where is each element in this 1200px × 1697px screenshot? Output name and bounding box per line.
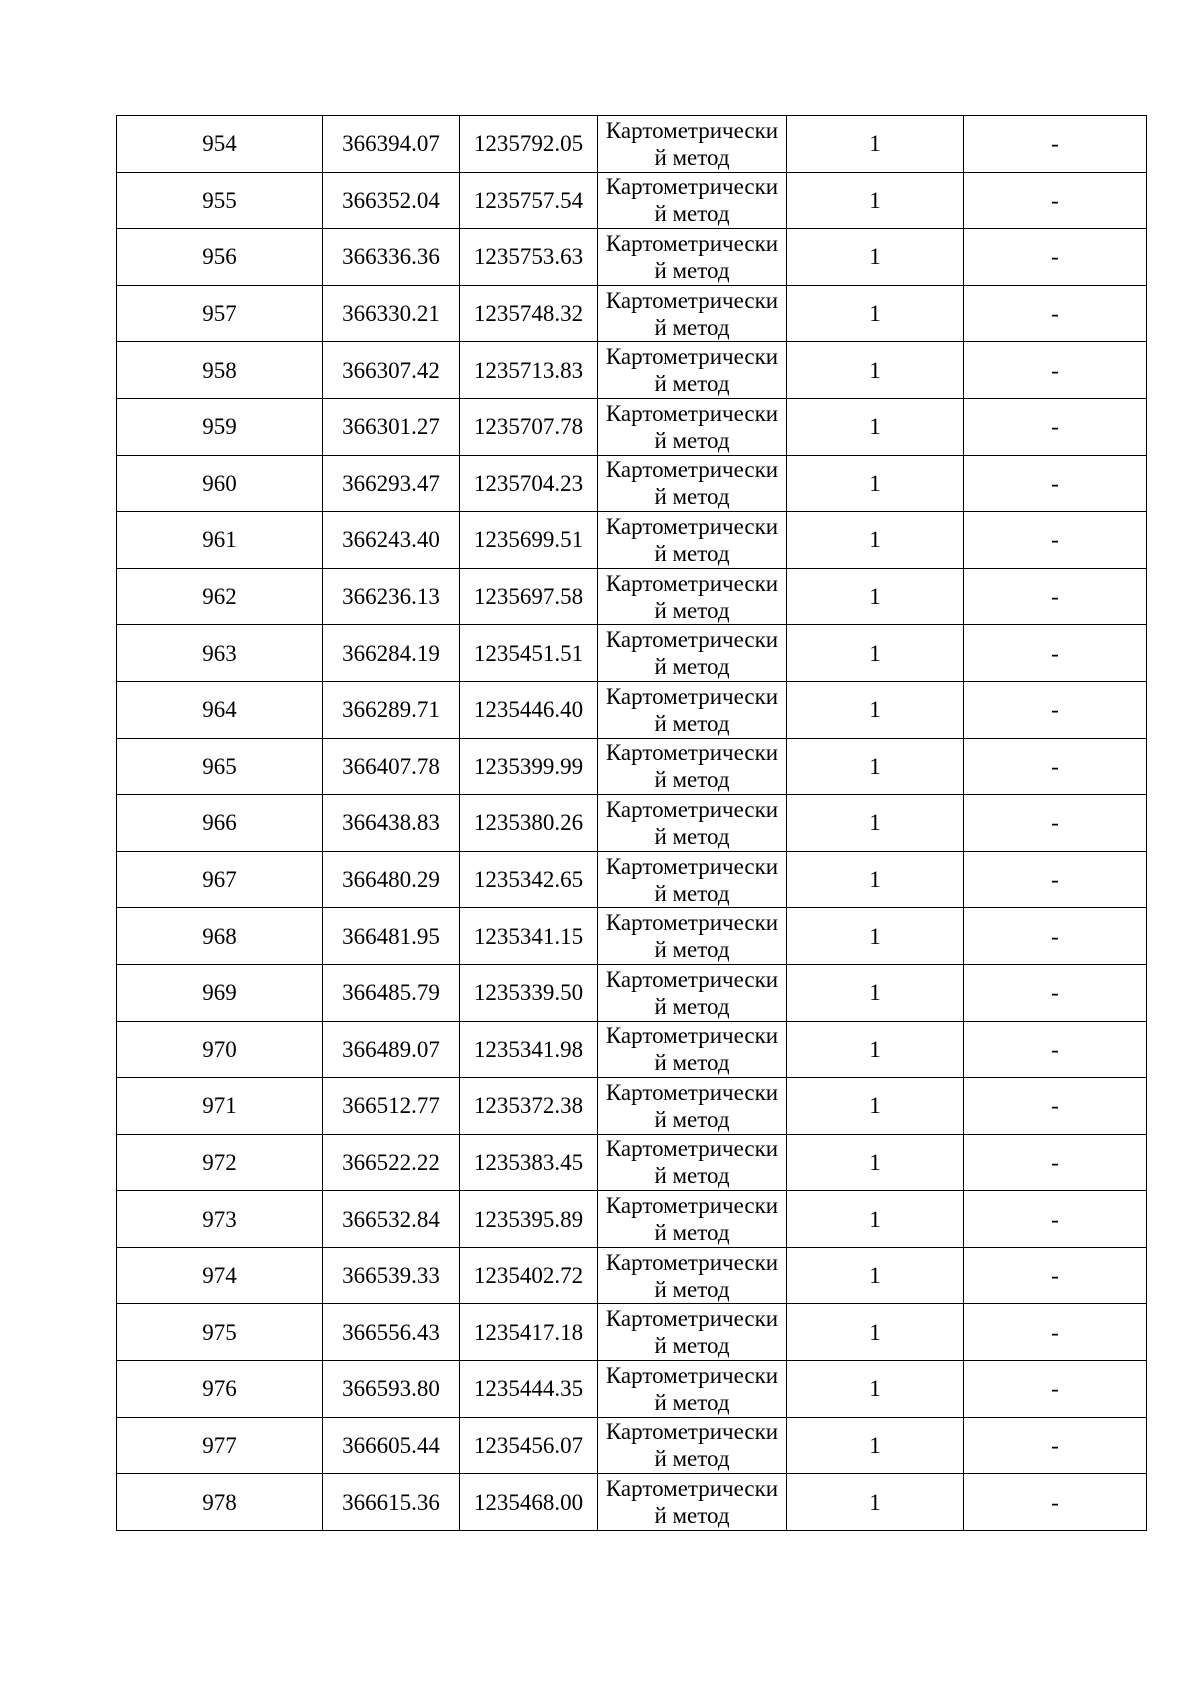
table-row — [117, 229, 1147, 286]
point-number-cell: 955 — [117, 172, 323, 229]
method-text-line-2: й метод — [654, 1446, 730, 1472]
y-coordinate-cell: 1235699.51 — [460, 512, 598, 569]
point-number-cell: 973 — [117, 1191, 323, 1248]
coordinates-table — [116, 115, 1147, 1531]
point-number-cell: 978 — [117, 1474, 323, 1531]
method-cell — [598, 455, 787, 512]
x-coordinate-cell: 366489.07 — [323, 1021, 460, 1078]
method-cell — [598, 1304, 787, 1361]
y-coordinate-cell: 1235713.83 — [460, 342, 598, 399]
x-coordinate-cell: 366293.47 — [323, 455, 460, 512]
table-row — [117, 342, 1147, 399]
point-number-cell: 956 — [117, 229, 323, 286]
method-text-line-2: й метод — [654, 993, 730, 1019]
point-number-cell: 959 — [117, 398, 323, 455]
note-cell: - — [964, 1191, 1147, 1248]
coordinates-table-body — [117, 116, 1147, 1531]
table-row — [117, 964, 1147, 1021]
note-cell: - — [964, 1474, 1147, 1531]
method-text-line-1: Картометрически — [605, 853, 779, 879]
note-cell: - — [964, 908, 1147, 965]
y-coordinate-cell: 1235339.50 — [460, 964, 598, 1021]
method-text-line-2: й метод — [654, 654, 730, 680]
method-text-line-1: Картометрически — [605, 1193, 779, 1219]
x-coordinate-cell: 366481.95 — [323, 908, 460, 965]
method-text-line-2: й метод — [654, 1276, 730, 1302]
y-coordinate-cell: 1235417.18 — [460, 1304, 598, 1361]
note-cell: - — [964, 1021, 1147, 1078]
note-cell: - — [964, 342, 1147, 399]
x-coordinate-cell: 366301.27 — [323, 398, 460, 455]
method-cell — [598, 1021, 787, 1078]
table-row — [117, 1021, 1147, 1078]
accuracy-cell: 1 — [787, 398, 964, 455]
method-text-line-1: Картометрически — [605, 174, 779, 200]
x-coordinate-cell: 366532.84 — [323, 1191, 460, 1248]
point-number-cell: 972 — [117, 1134, 323, 1191]
accuracy-cell: 1 — [787, 116, 964, 173]
accuracy-cell: 1 — [787, 1247, 964, 1304]
table-row — [117, 1361, 1147, 1418]
x-coordinate-cell: 366556.43 — [323, 1304, 460, 1361]
method-text-line-1: Картометрически — [605, 627, 779, 653]
point-number-cell: 976 — [117, 1361, 323, 1418]
point-number-cell: 974 — [117, 1247, 323, 1304]
x-coordinate-cell: 366236.13 — [323, 568, 460, 625]
method-text-line-1: Картометрически — [605, 1136, 779, 1162]
table-row — [117, 1134, 1147, 1191]
method-text-line-1: Картометрически — [605, 287, 779, 313]
x-coordinate-cell: 366352.04 — [323, 172, 460, 229]
accuracy-cell: 1 — [787, 795, 964, 852]
table-row — [117, 908, 1147, 965]
y-coordinate-cell: 1235757.54 — [460, 172, 598, 229]
method-cell — [598, 116, 787, 173]
table-row — [117, 285, 1147, 342]
accuracy-cell: 1 — [787, 1304, 964, 1361]
x-coordinate-cell: 366512.77 — [323, 1078, 460, 1135]
method-text-line-1: Картометрически — [605, 1476, 779, 1502]
table-row — [117, 625, 1147, 682]
method-text-line-1: Картометрически — [605, 570, 779, 596]
method-cell — [598, 1134, 787, 1191]
accuracy-cell: 1 — [787, 1078, 964, 1135]
y-coordinate-cell: 1235395.89 — [460, 1191, 598, 1248]
accuracy-cell: 1 — [787, 229, 964, 286]
method-cell — [598, 1078, 787, 1135]
table-row — [117, 455, 1147, 512]
method-text-line-2: й метод — [654, 710, 730, 736]
method-text-line-1: Картометрически — [605, 966, 779, 992]
method-cell — [598, 1191, 787, 1248]
note-cell: - — [964, 512, 1147, 569]
note-cell: - — [964, 1247, 1147, 1304]
y-coordinate-cell: 1235341.15 — [460, 908, 598, 965]
method-text-line-1: Картометрически — [605, 1249, 779, 1275]
accuracy-cell: 1 — [787, 738, 964, 795]
x-coordinate-cell: 366438.83 — [323, 795, 460, 852]
method-text-line-1: Картометрически — [605, 740, 779, 766]
method-text-line-1: Картометрически — [605, 1362, 779, 1388]
accuracy-cell: 1 — [787, 1134, 964, 1191]
point-number-cell: 954 — [117, 116, 323, 173]
method-cell — [598, 1474, 787, 1531]
y-coordinate-cell: 1235697.58 — [460, 568, 598, 625]
method-text-line-2: й метод — [654, 484, 730, 510]
table-row — [117, 1304, 1147, 1361]
note-cell: - — [964, 795, 1147, 852]
x-coordinate-cell: 366394.07 — [323, 116, 460, 173]
method-cell — [598, 1247, 787, 1304]
accuracy-cell: 1 — [787, 455, 964, 512]
method-text-line-1: Картометрически — [605, 796, 779, 822]
y-coordinate-cell: 1235342.65 — [460, 851, 598, 908]
method-text-line-2: й метод — [654, 880, 730, 906]
method-cell — [598, 342, 787, 399]
x-coordinate-cell: 366307.42 — [323, 342, 460, 399]
note-cell: - — [964, 1361, 1147, 1418]
point-number-cell: 964 — [117, 681, 323, 738]
method-text-line-1: Картометрически — [605, 230, 779, 256]
method-cell — [598, 285, 787, 342]
accuracy-cell: 1 — [787, 908, 964, 965]
method-cell — [598, 1417, 787, 1474]
method-cell — [598, 795, 787, 852]
accuracy-cell: 1 — [787, 1191, 964, 1248]
method-text-line-1: Картометрически — [605, 683, 779, 709]
method-text-line-2: й метод — [654, 540, 730, 566]
method-cell — [598, 172, 787, 229]
accuracy-cell: 1 — [787, 568, 964, 625]
method-text-line-2: й метод — [654, 1163, 730, 1189]
point-number-cell: 967 — [117, 851, 323, 908]
method-text-line-2: й метод — [654, 1503, 730, 1529]
method-text-line-2: й метод — [654, 1106, 730, 1132]
y-coordinate-cell: 1235753.63 — [460, 229, 598, 286]
table-row — [117, 795, 1147, 852]
y-coordinate-cell: 1235399.99 — [460, 738, 598, 795]
accuracy-cell: 1 — [787, 681, 964, 738]
table-row — [117, 1247, 1147, 1304]
method-text-line-2: й метод — [654, 144, 730, 170]
table-row — [117, 172, 1147, 229]
accuracy-cell: 1 — [787, 285, 964, 342]
y-coordinate-cell: 1235792.05 — [460, 116, 598, 173]
note-cell: - — [964, 455, 1147, 512]
method-cell — [598, 908, 787, 965]
method-text-line-2: й метод — [654, 823, 730, 849]
method-cell — [598, 681, 787, 738]
table-row — [117, 116, 1147, 173]
table-row — [117, 398, 1147, 455]
note-cell: - — [964, 1078, 1147, 1135]
table-row — [117, 512, 1147, 569]
point-number-cell: 975 — [117, 1304, 323, 1361]
method-text-line-2: й метод — [654, 427, 730, 453]
method-cell — [598, 851, 787, 908]
point-number-cell: 970 — [117, 1021, 323, 1078]
point-number-cell: 957 — [117, 285, 323, 342]
method-text-line-1: Картометрически — [605, 910, 779, 936]
x-coordinate-cell: 366284.19 — [323, 625, 460, 682]
y-coordinate-cell: 1235383.45 — [460, 1134, 598, 1191]
method-text-line-1: Картометрически — [605, 1306, 779, 1332]
point-number-cell: 962 — [117, 568, 323, 625]
y-coordinate-cell: 1235341.98 — [460, 1021, 598, 1078]
table-row — [117, 568, 1147, 625]
note-cell: - — [964, 568, 1147, 625]
method-cell — [598, 1361, 787, 1418]
method-text-line-2: й метод — [654, 201, 730, 227]
table-row — [117, 1474, 1147, 1531]
point-number-cell: 968 — [117, 908, 323, 965]
method-text-line-1: Картометрически — [605, 1419, 779, 1445]
method-text-line-1: Картометрически — [605, 1079, 779, 1105]
point-number-cell: 960 — [117, 455, 323, 512]
accuracy-cell: 1 — [787, 1474, 964, 1531]
method-text-line-2: й метод — [654, 767, 730, 793]
method-cell — [598, 229, 787, 286]
point-number-cell: 963 — [117, 625, 323, 682]
note-cell: - — [964, 1304, 1147, 1361]
y-coordinate-cell: 1235444.35 — [460, 1361, 598, 1418]
note-cell: - — [964, 285, 1147, 342]
x-coordinate-cell: 366243.40 — [323, 512, 460, 569]
accuracy-cell: 1 — [787, 851, 964, 908]
method-text-line-2: й метод — [654, 937, 730, 963]
method-text-line-2: й метод — [654, 1220, 730, 1246]
method-text-line-2: й метод — [654, 597, 730, 623]
method-text-line-1: Картометрически — [605, 344, 779, 370]
x-coordinate-cell: 366289.71 — [323, 681, 460, 738]
method-text-line-1: Картометрически — [605, 1023, 779, 1049]
y-coordinate-cell: 1235380.26 — [460, 795, 598, 852]
table-row — [117, 1078, 1147, 1135]
method-cell — [598, 964, 787, 1021]
y-coordinate-cell: 1235468.00 — [460, 1474, 598, 1531]
method-cell — [598, 568, 787, 625]
method-cell — [598, 738, 787, 795]
note-cell: - — [964, 1417, 1147, 1474]
x-coordinate-cell: 366615.36 — [323, 1474, 460, 1531]
point-number-cell: 969 — [117, 964, 323, 1021]
point-number-cell: 977 — [117, 1417, 323, 1474]
note-cell: - — [964, 1134, 1147, 1191]
x-coordinate-cell: 366593.80 — [323, 1361, 460, 1418]
method-cell — [598, 625, 787, 682]
note-cell: - — [964, 229, 1147, 286]
accuracy-cell: 1 — [787, 964, 964, 1021]
note-cell: - — [964, 851, 1147, 908]
y-coordinate-cell: 1235372.38 — [460, 1078, 598, 1135]
note-cell: - — [964, 964, 1147, 1021]
point-number-cell: 958 — [117, 342, 323, 399]
x-coordinate-cell: 366605.44 — [323, 1417, 460, 1474]
note-cell: - — [964, 398, 1147, 455]
x-coordinate-cell: 366407.78 — [323, 738, 460, 795]
method-text-line-1: Картометрически — [605, 457, 779, 483]
table-row — [117, 851, 1147, 908]
accuracy-cell: 1 — [787, 1417, 964, 1474]
point-number-cell: 965 — [117, 738, 323, 795]
x-coordinate-cell: 366480.29 — [323, 851, 460, 908]
accuracy-cell: 1 — [787, 625, 964, 682]
table-row — [117, 738, 1147, 795]
x-coordinate-cell: 366485.79 — [323, 964, 460, 1021]
table-row — [117, 681, 1147, 738]
note-cell: - — [964, 738, 1147, 795]
method-text-line-2: й метод — [654, 257, 730, 283]
method-text-line-2: й метод — [654, 1389, 730, 1415]
method-text-line-2: й метод — [654, 1050, 730, 1076]
x-coordinate-cell: 366330.21 — [323, 285, 460, 342]
method-text-line-2: й метод — [654, 1333, 730, 1359]
method-text-line-2: й метод — [654, 314, 730, 340]
accuracy-cell: 1 — [787, 1021, 964, 1078]
method-text-line-1: Картометрически — [605, 513, 779, 539]
table-row — [117, 1417, 1147, 1474]
x-coordinate-cell: 366336.36 — [323, 229, 460, 286]
accuracy-cell: 1 — [787, 342, 964, 399]
accuracy-cell: 1 — [787, 512, 964, 569]
method-text-line-1: Картометрически — [605, 117, 779, 143]
table-row — [117, 1191, 1147, 1248]
y-coordinate-cell: 1235704.23 — [460, 455, 598, 512]
method-cell — [598, 512, 787, 569]
point-number-cell: 966 — [117, 795, 323, 852]
y-coordinate-cell: 1235707.78 — [460, 398, 598, 455]
y-coordinate-cell: 1235451.51 — [460, 625, 598, 682]
y-coordinate-cell: 1235446.40 — [460, 681, 598, 738]
y-coordinate-cell: 1235748.32 — [460, 285, 598, 342]
note-cell: - — [964, 681, 1147, 738]
note-cell: - — [964, 625, 1147, 682]
point-number-cell: 961 — [117, 512, 323, 569]
note-cell: - — [964, 172, 1147, 229]
note-cell: - — [964, 116, 1147, 173]
y-coordinate-cell: 1235456.07 — [460, 1417, 598, 1474]
method-text-line-1: Картометрически — [605, 400, 779, 426]
point-number-cell: 971 — [117, 1078, 323, 1135]
x-coordinate-cell: 366522.22 — [323, 1134, 460, 1191]
method-text-line-2: й метод — [654, 371, 730, 397]
accuracy-cell: 1 — [787, 172, 964, 229]
accuracy-cell: 1 — [787, 1361, 964, 1418]
y-coordinate-cell: 1235402.72 — [460, 1247, 598, 1304]
x-coordinate-cell: 366539.33 — [323, 1247, 460, 1304]
method-cell — [598, 398, 787, 455]
